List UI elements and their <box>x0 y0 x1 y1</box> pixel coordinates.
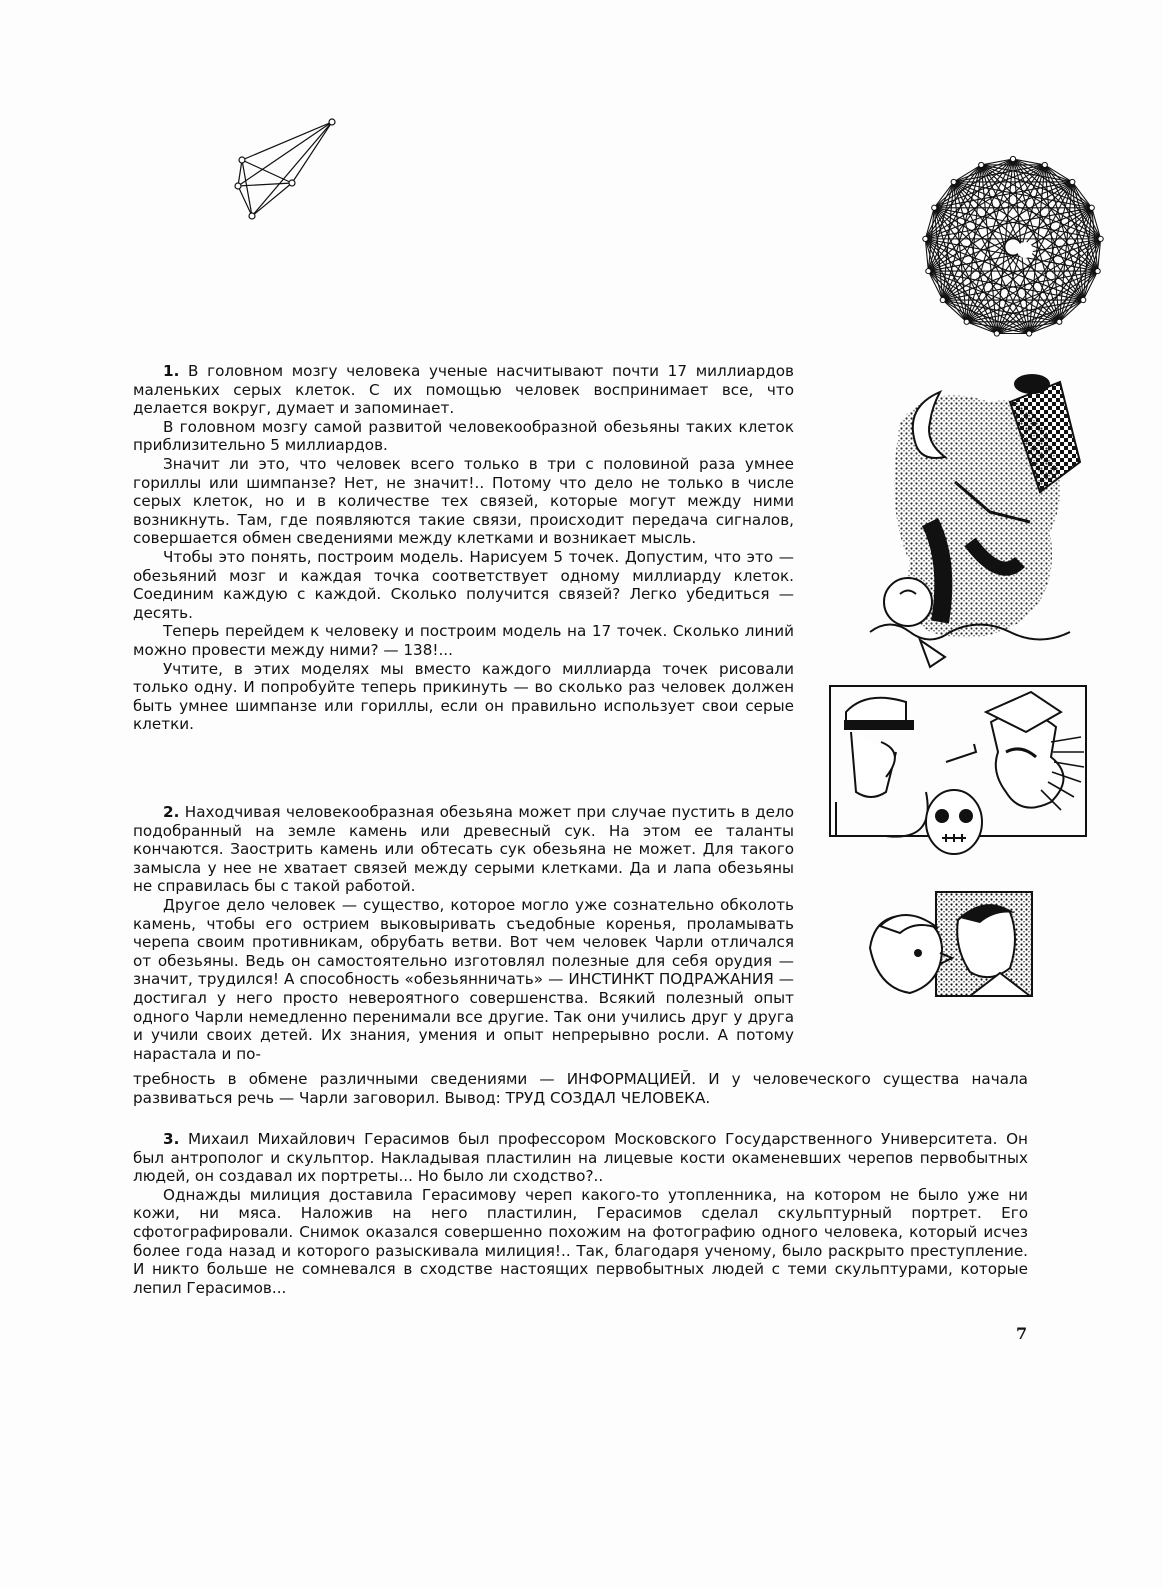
section-3-paragraph: Однажды милиция доставила Герасимову череп какого-то утопленника, на котором не было уже ни кожи, ни мяса. Наложив на него пластилин, Герасимов сделал скульптурный портрет. Его сфотографировали. Снимок оказался совершенно похожим на фотографию одного человека, который исчез более года назад и которого разыскивала милиция!.. Так, благодаря ученому, было раскрыто преступление. И никто больше не сомневался в сходстве настоящих первобытных людей с теми скульптурами, которые лепил Герасимов... <box>133 1185 1028 1297</box>
section-1 <box>133 362 794 734</box>
network-node <box>951 179 956 184</box>
network-node <box>1081 297 1086 302</box>
section-2-continuation <box>133 1070 1028 1107</box>
network-node <box>1089 205 1094 210</box>
policeman-and-sculptor-illustration <box>826 682 1090 866</box>
section-2-paragraph: требность в обмене различными сведениями — ИНФОРМАЦИЕЙ. И у человеческого существа начала развиваться речь — Чарли заговорил. Вывод: ТРУД СОЗДАЛ ЧЕЛОВЕКА. <box>133 1070 1028 1107</box>
network-node <box>1095 268 1100 273</box>
section-1-paragraph: Учтите, в этих моделях мы вместо каждого миллиарда точек рисовали только одну. И попробуйте теперь прикинуть — во сколько раз человек должен быть умнее шимпанзе или гориллы, если он правильно использует свои серые клетки. <box>133 659 794 734</box>
network-node <box>1098 236 1103 241</box>
network-node <box>964 319 969 324</box>
network-node <box>932 205 937 210</box>
network-node <box>923 236 928 241</box>
network-center-gap <box>1017 242 1033 258</box>
section-1-paragraph: Значит ли это, что человек всего только в три с половиной раза умнее гориллы или шимпанзе? Нет, не значит!.. Потому что дело не только в числе серых клеток, но и в количестве тех связей, которые могут между ними возникнуть. Там, где появляются такие связи, происходит передача сигналов, совершается обмен сведениями между клетками и возникает мысль. <box>133 454 794 548</box>
network-node <box>994 331 999 336</box>
section-1-paragraph: Теперь перейдем к человеку и построим модель на 17 точек. Сколько линий можно провести между ними? — 138!... <box>133 622 794 659</box>
network-node <box>1042 162 1047 167</box>
network-node <box>940 297 945 302</box>
network-node <box>926 268 931 273</box>
section-1-number: 1. <box>163 362 180 380</box>
seventeen-point-model-diagram <box>918 152 1108 342</box>
section-2-number: 2. <box>163 803 180 821</box>
network-node <box>1057 319 1062 324</box>
five-point-model-diagram <box>226 112 342 222</box>
network-node <box>1027 331 1032 336</box>
section-2 <box>133 803 794 1063</box>
section-1-paragraph: В головном мозгу самой развитой человекообразной обезьяны таких клеток приблизительно 5 миллиардов. <box>133 417 794 455</box>
section-1-paragraph: Чтобы это понять, построим модель. Нарисуем 5 точек. Допустим, что это — обезьяний мозг и каждая точка соответствует одному миллиарду клеток. Соединим каждую с каждой. Сколько получится связей? Легко убедиться — десять. <box>133 547 794 622</box>
section-3 <box>133 1130 1028 1297</box>
section-2-paragraph: Находчивая человекообразная обезьяна может при случае пустить в дело подобранный на земле камень или древесный сук. На этом ее таланты кончаются. Заострить камень или обтесать сук обезьяна не может. Для такого замысла у нее не хватает связей между серыми клетками. Да и лапа обезьяны не справилась бы с такой работой. <box>133 803 794 896</box>
face-portraits-illustration <box>860 888 1036 1002</box>
page-number: 7 <box>1016 1324 1028 1343</box>
section-2-paragraph: Другое дело человек — существо, которое могло уже сознательно обколоть камень, чтобы его острием выковыривать съедобные коренья, проламывать черепа своим противникам, обрубать ветви. Вот чем человек Чарли отличался от обезьяны. Ведь он самостоятельно изготовлял полезные для себя орудия — значит, трудился! А способность «обезьянничать» — ИНСТИНКТ ПОДРАЖАНИЯ — достигал у него просто невероятного совершенства. Всякий полезный опыт одного Чарли немедленно перенимали все другие. Так они учились друг у друга и учили своих детей. Их знания, умения и опыт непрерывно росли. А потому нарастала и по- <box>133 895 794 1063</box>
section-1-paragraph: В головном мозгу человека ученые насчитывают почти 17 миллиардов маленьких серых клеток. С их помощью человек воспринимает все, что делается вокруг, думает и запоминает. <box>133 362 794 418</box>
section-3-number: 3. <box>163 1130 180 1148</box>
network-node <box>1070 179 1075 184</box>
network-node <box>979 162 984 167</box>
section-3-paragraph: Михаил Михайлович Герасимов был профессором Московского Государственного Университета. Он был антрополог и скульптор. Накладывая пластилин на лицевые кости окаменевших черепов первобытных людей, он создавал их портреты... Но было ли сходство?.. <box>133 1130 1028 1186</box>
network-node <box>1010 156 1015 161</box>
falling-man-illustration <box>860 362 1096 672</box>
